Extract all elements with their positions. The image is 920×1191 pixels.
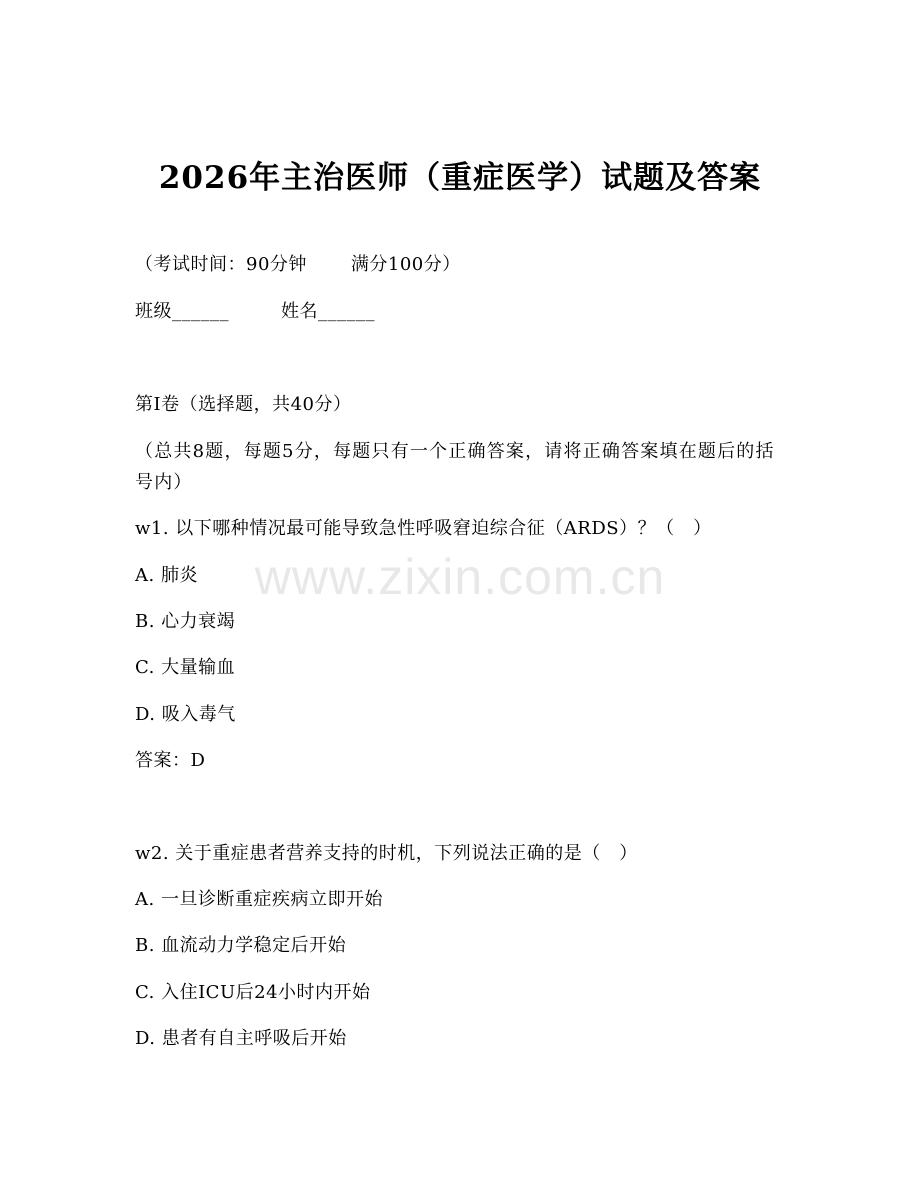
document-title: 2026年主治医师（重症医学）试题及答案 [158, 160, 762, 196]
option-c: C. 入住ICU后24小时内开始 [135, 982, 371, 1003]
class-field: 班级______ [135, 301, 229, 322]
option-b: B. 血流动力学稳定后开始 [135, 935, 347, 956]
question-stem: w1. 以下哪种情况最可能导致急性呼吸窘迫综合征（ARDS）？（ ） [135, 518, 712, 539]
question-stem: w2. 关于重症患者营养支持的时机，下列说法正确的是（ ） [135, 843, 638, 864]
option-a: A. 肺炎 [135, 565, 198, 586]
option-d: D. 患者有自主呼吸后开始 [135, 1028, 347, 1049]
answer-line: 答案：D [135, 750, 206, 771]
name-field: 姓名______ [281, 301, 375, 322]
exam-time: （考试时间：90分钟 [135, 254, 307, 275]
student-fields [135, 300, 375, 324]
exam-full-score: 满分100分） [350, 254, 461, 275]
exam-info [135, 253, 461, 277]
option-d: D. 吸入毒气 [135, 704, 236, 725]
section-instructions: （总共8题，每题5分，每题只有一个正确答案，请将正确答案填在题后的括号内） [135, 441, 775, 493]
section-heading: 第I卷（选择题，共40分） [135, 394, 352, 415]
watermark: www.zixin.com.cn [254, 549, 666, 605]
option-a: A. 一旦诊断重症疾病立即开始 [135, 889, 383, 910]
option-c: C. 大量输血 [135, 657, 236, 678]
option-b: B. 心力衰竭 [135, 611, 236, 632]
